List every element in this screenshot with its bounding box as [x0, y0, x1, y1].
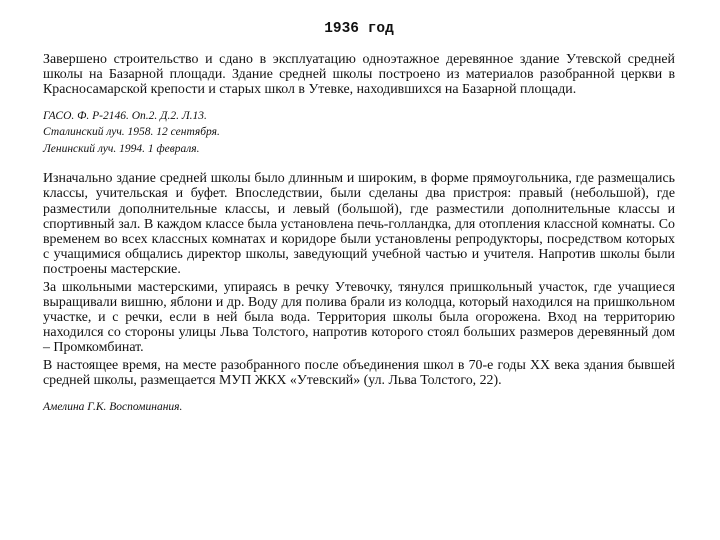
- source-reference: Сталинский луч. 1958. 12 сентября.: [43, 126, 220, 139]
- intro-paragraph: Завершено строительство и сдано в эксплуатацию одноэтажное деревянное здание Утевской средней школы на Базарной площади. Здание средней школы построено из материалов разобранной церкви в Красносамарской крепости и старых школ в Утевке, находившихся на Базарной площади.: [43, 52, 675, 98]
- body-paragraph: В настоящее время, на месте разобранного после объединения школ в 70-е годы XX века здания бывшей средней школы, размещается МУП ЖКХ «Утевский» (ул. Льва Толстого, 22).: [43, 357, 675, 388]
- document-page: [43, 20, 675, 415]
- source-reference: ГАСО. Ф. Р-2146. Оп.2. Д.2. Л.13.: [43, 109, 207, 122]
- body-paragraph: Изначально здание средней школы было длинным и широким, в форме прямоугольника, где размещались классы, учительская и буфет. Впоследствии, были сделаны два пристроя: правый (небольшой), где разместили дополнительные классы, и левый (большой), где разместили дополнительные классы и спортивный зал. В каждом классе была установлена печь-голландка, для отопления классной комнаты. Со временем во всех классных комнатах и коридоре были установлены репродукторы, посредством которых с учащимися общались директор школы, заведующий учебной частью и учителя. Напротив школы были построены мастерские.: [43, 171, 675, 278]
- source-reference: Ленинский луч. 1994. 1 февраля.: [43, 142, 200, 155]
- document-title: 1936 год: [324, 21, 394, 37]
- source-references: [43, 108, 675, 158]
- author-attribution: Амелина Г.К. Воспоминания.: [43, 400, 183, 413]
- body-paragraph: За школьными мастерскими, упираясь в речку Утевочку, тянулся пришкольный участок, где учащиеся выращивали вишню, яблони и др. Воду для полива брали из колодца, который находился на пришкольном участке, и с речки, если в ней была вода. Территория школы была огорожена. Вход на территорию находился со стороны улицы Льва Толстого, напротив которого стоял больших размеров деревянный дом – Промкомбинат.: [43, 279, 675, 356]
- main-text: [43, 171, 675, 388]
